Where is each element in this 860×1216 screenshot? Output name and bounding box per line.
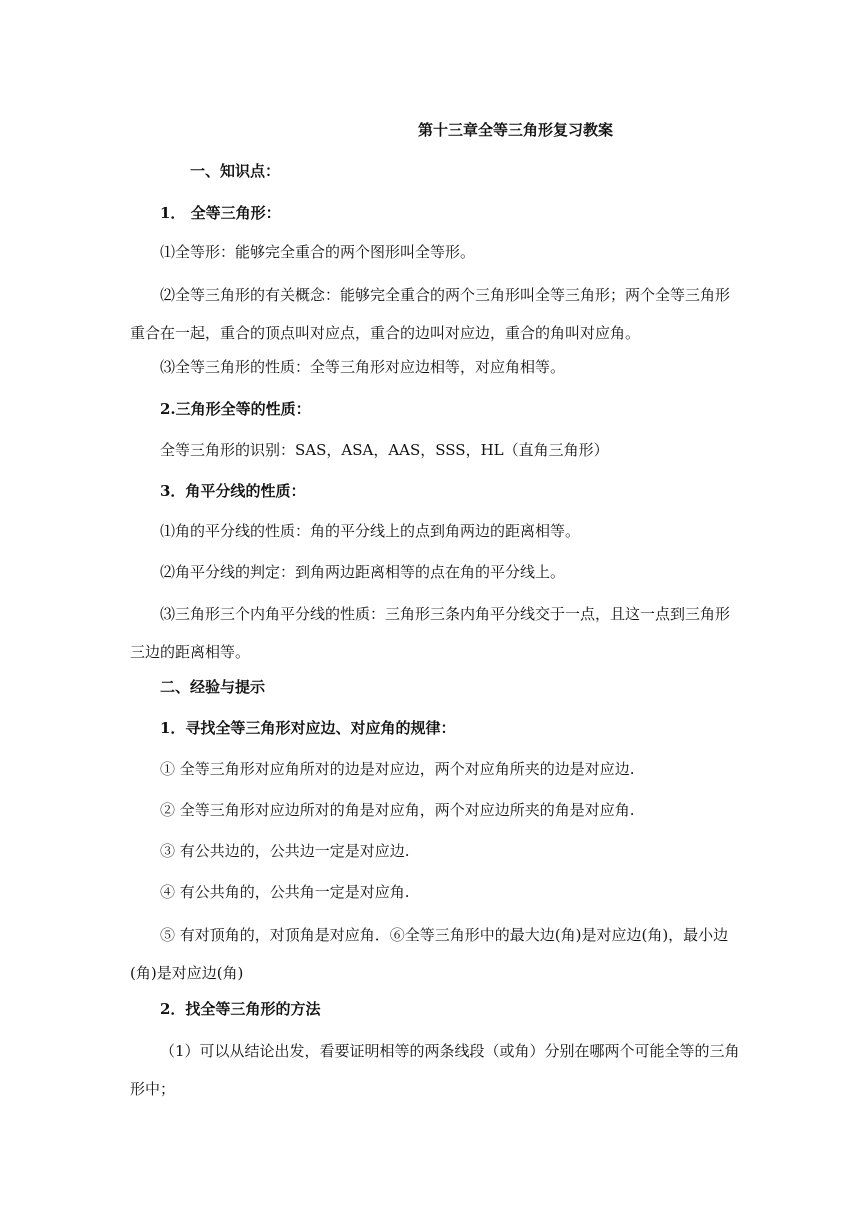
paragraph: ⑴角的平分线的性质：角的平分线上的点到角两边的距离相等。 — [160, 522, 581, 540]
subsection-1-2-heading: 2.三角形全等的性质： — [160, 400, 311, 418]
paragraph: ① 全等三角形对应角所对的边是对应边，两个对应角所夹的边是对应边. — [160, 760, 635, 778]
paragraph: ⑴全等形：能够完全重合的两个图形叫全等形。 — [160, 243, 476, 261]
section-1-heading: 一、知识点： — [190, 162, 281, 180]
subsection-1-3-heading: 3．角平分线的性质： — [160, 482, 306, 500]
paragraph: ③ 有公共边的，公共边一定是对应边. — [160, 842, 410, 860]
paragraph: ⑵角平分线的判定：到角两边距离相等的点在角的平分线上。 — [160, 563, 566, 581]
subsection-2-2-heading: 2．找全等三角形的方法 — [160, 1000, 321, 1018]
paragraph: 全等三角形的识别：SAS，ASA，AAS，SSS，HL（直角三角形） — [160, 441, 609, 459]
paragraph: ⑵全等三角形的有关概念：能够完全重合的两个三角形叫全等三角形；两个全等三角形重合在一起，重合的顶点叫对应点，重合的边叫对应边，重合的角叫对应角。 — [130, 286, 731, 342]
paragraph: ④ 有公共角的，公共角一定是对应角. — [160, 883, 410, 901]
paragraph: ⑶全等三角形的性质：全等三角形对应边相等，对应角相等。 — [160, 358, 566, 376]
section-2-heading: 二、经验与提示 — [160, 678, 266, 696]
subsection-2-1-heading: 1．寻找全等三角形对应边、对应角的规律： — [160, 719, 456, 737]
paragraph: ⑤ 有对顶角的，对顶角是对应角．⑥全等三角形中的最大边(角)是对应边(角)，最小边(角)是对应边(角) — [130, 926, 729, 982]
paragraph: （1）可以从结论出发，看要证明相等的两条线段（或角）分别在哪两个可能全等的三角形中； — [130, 1042, 740, 1098]
paragraph: ② 全等三角形对应边所对的角是对应角，两个对应边所夹的角是对应角. — [160, 801, 635, 819]
subsection-1-1-heading: 1． 全等三角形： — [160, 204, 281, 222]
paragraph: ⑶三角形三个内角平分线的性质：三角形三条内角平分线交于一点，且这一点到三角形三边的距离相等。 — [130, 605, 731, 661]
document-title: 第十三章全等三角形复习教案 — [418, 121, 614, 139]
